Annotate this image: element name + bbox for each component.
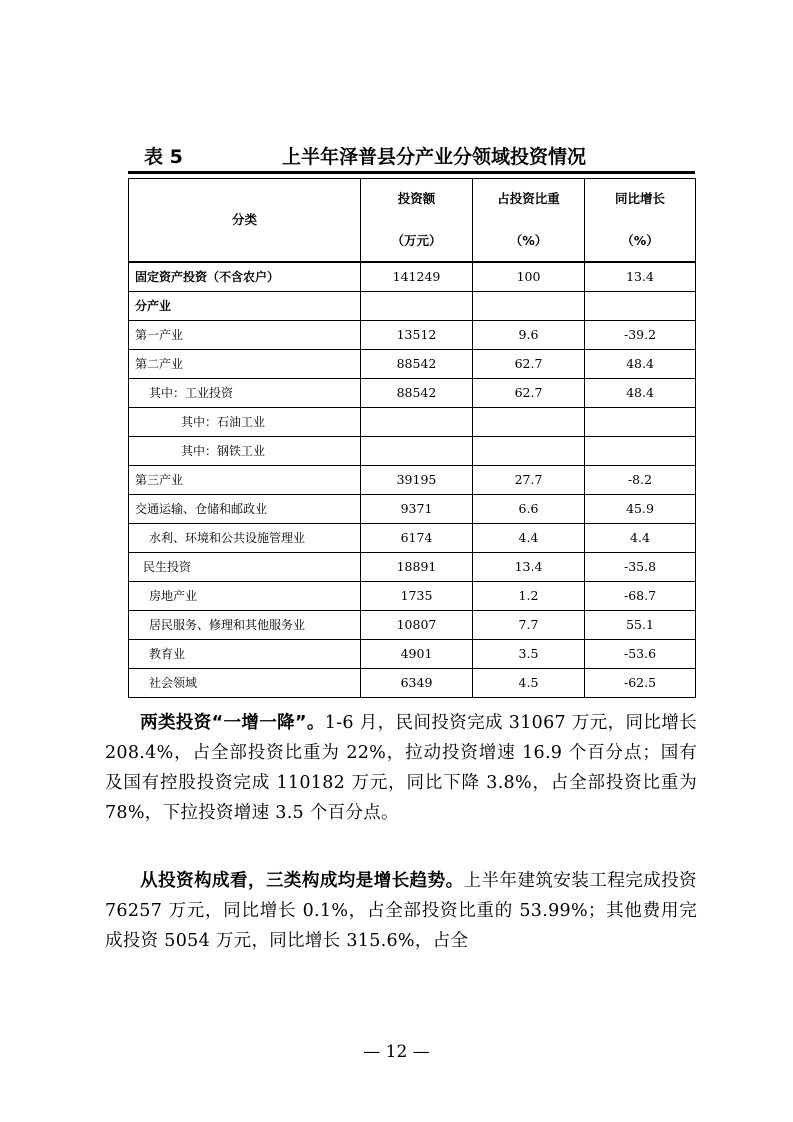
row-growth bbox=[585, 408, 696, 437]
row-investment: 13512 bbox=[361, 321, 473, 350]
row-investment bbox=[361, 408, 473, 437]
row-label: 水利、环境和公共设施管理业 bbox=[129, 524, 361, 553]
row-label: 固定资产投资（不含农户） bbox=[129, 262, 361, 292]
row-investment: 39195 bbox=[361, 466, 473, 495]
row-growth bbox=[585, 292, 696, 321]
row-growth: -35.8 bbox=[585, 553, 696, 582]
row-share: 6.6 bbox=[473, 495, 585, 524]
paragraph-investment-types bbox=[105, 708, 697, 828]
header-investment-label: 投资额 bbox=[397, 191, 436, 206]
row-label: 房地产业 bbox=[129, 582, 361, 611]
row-growth: -53.6 bbox=[585, 640, 696, 669]
row-investment: 1735 bbox=[361, 582, 473, 611]
row-growth: -68.7 bbox=[585, 582, 696, 611]
header-growth-label: 同比增长 bbox=[614, 191, 665, 206]
row-investment: 10807 bbox=[361, 611, 473, 640]
page-number: — 12 — bbox=[363, 1042, 430, 1062]
row-share: 62.7 bbox=[473, 350, 585, 379]
row-growth: 48.4 bbox=[585, 350, 696, 379]
row-label: 教育业 bbox=[129, 640, 361, 669]
row-share: 4.4 bbox=[473, 524, 585, 553]
row-share: 13.4 bbox=[473, 553, 585, 582]
header-share-unit: （%） bbox=[509, 233, 548, 248]
table-row bbox=[129, 553, 696, 582]
row-investment bbox=[361, 292, 473, 321]
table-row bbox=[129, 321, 696, 350]
row-growth bbox=[585, 437, 696, 466]
row-share bbox=[473, 408, 585, 437]
row-label: 其中：石油工业 bbox=[129, 408, 361, 437]
row-investment: 88542 bbox=[361, 379, 473, 408]
table-row bbox=[129, 408, 696, 437]
investment-table bbox=[128, 178, 696, 698]
row-label: 其中：钢铁工业 bbox=[129, 437, 361, 466]
table-header-row bbox=[129, 179, 696, 263]
header-category: 分类 bbox=[129, 179, 361, 263]
table-row bbox=[129, 669, 696, 698]
row-growth: 4.4 bbox=[585, 524, 696, 553]
row-label: 第二产业 bbox=[129, 350, 361, 379]
header-investment bbox=[361, 179, 473, 263]
row-label: 交通运输、仓储和邮政业 bbox=[129, 495, 361, 524]
row-investment: 141249 bbox=[361, 262, 473, 292]
row-growth: 13.4 bbox=[585, 262, 696, 292]
table-row bbox=[129, 495, 696, 524]
row-label: 第一产业 bbox=[129, 321, 361, 350]
row-share: 100 bbox=[473, 262, 585, 292]
header-growth-unit: （%） bbox=[621, 233, 659, 248]
table-number: 表 5 bbox=[144, 146, 183, 168]
row-label: 居民服务、修理和其他服务业 bbox=[129, 611, 361, 640]
row-share: 1.2 bbox=[473, 582, 585, 611]
row-label: 分产业 bbox=[129, 292, 361, 321]
header-share bbox=[473, 179, 585, 263]
table-row bbox=[129, 379, 696, 408]
row-growth: 55.1 bbox=[585, 611, 696, 640]
row-share: 7.7 bbox=[473, 611, 585, 640]
row-share: 27.7 bbox=[473, 466, 585, 495]
row-growth: 48.4 bbox=[585, 379, 696, 408]
row-investment: 9371 bbox=[361, 495, 473, 524]
row-investment bbox=[361, 437, 473, 466]
table-row bbox=[129, 262, 696, 292]
table-row bbox=[129, 350, 696, 379]
row-investment: 6349 bbox=[361, 669, 473, 698]
header-investment-unit: （万元） bbox=[391, 233, 442, 248]
row-share: 3.5 bbox=[473, 640, 585, 669]
table-body bbox=[129, 262, 696, 698]
paragraph-lead: 从投资构成看，三类构成均是增长趋势。 bbox=[140, 871, 464, 891]
row-share: 9.6 bbox=[473, 321, 585, 350]
paragraph-investment-structure bbox=[105, 866, 697, 956]
row-growth: -62.5 bbox=[585, 669, 696, 698]
table-title: 上半年泽普县分产业分领域投资情况 bbox=[282, 146, 587, 168]
header-growth bbox=[585, 179, 696, 263]
row-growth: -39.2 bbox=[585, 321, 696, 350]
row-investment: 18891 bbox=[361, 553, 473, 582]
row-label: 社会领域 bbox=[129, 669, 361, 698]
row-share bbox=[473, 292, 585, 321]
row-investment: 4901 bbox=[361, 640, 473, 669]
row-share bbox=[473, 437, 585, 466]
table-row bbox=[129, 466, 696, 495]
row-label: 其中：工业投资 bbox=[129, 379, 361, 408]
row-share: 62.7 bbox=[473, 379, 585, 408]
row-investment: 6174 bbox=[361, 524, 473, 553]
row-label: 第三产业 bbox=[129, 466, 361, 495]
paragraph-lead: 两类投资“一增一降”。 bbox=[140, 713, 325, 733]
row-growth: 45.9 bbox=[585, 495, 696, 524]
table-caption bbox=[140, 142, 660, 172]
table-top-rule bbox=[128, 171, 695, 174]
table-row bbox=[129, 292, 696, 321]
paragraph-body: 上半年建筑安装工程完成投资 76257 万元，同比增长 0.1%，占全部投资比重的 53.99%；其他费用完成投资 5054 万元，同比增长 315.6%，占全 bbox=[105, 871, 697, 951]
paragraph-body: 1-6 月，民间投资完成 31067 万元，同比增长 208.4%，占全部投资比重为 22%，拉动投资增速 16.9 个百分点；国有及国有控股投资完成 110182 万元，同比下降 3.8%，占全部投资比重为 78%，下拉投资增速 3.5 个百分点。 bbox=[105, 713, 697, 823]
row-share: 4.5 bbox=[473, 669, 585, 698]
table-row bbox=[129, 640, 696, 669]
header-share-label: 占投资比重 bbox=[497, 191, 560, 206]
table-row bbox=[129, 437, 696, 466]
row-growth: -8.2 bbox=[585, 466, 696, 495]
table-row bbox=[129, 582, 696, 611]
row-label: 民生投资 bbox=[129, 553, 361, 582]
table-row bbox=[129, 611, 696, 640]
row-investment: 88542 bbox=[361, 350, 473, 379]
table-row bbox=[129, 524, 696, 553]
